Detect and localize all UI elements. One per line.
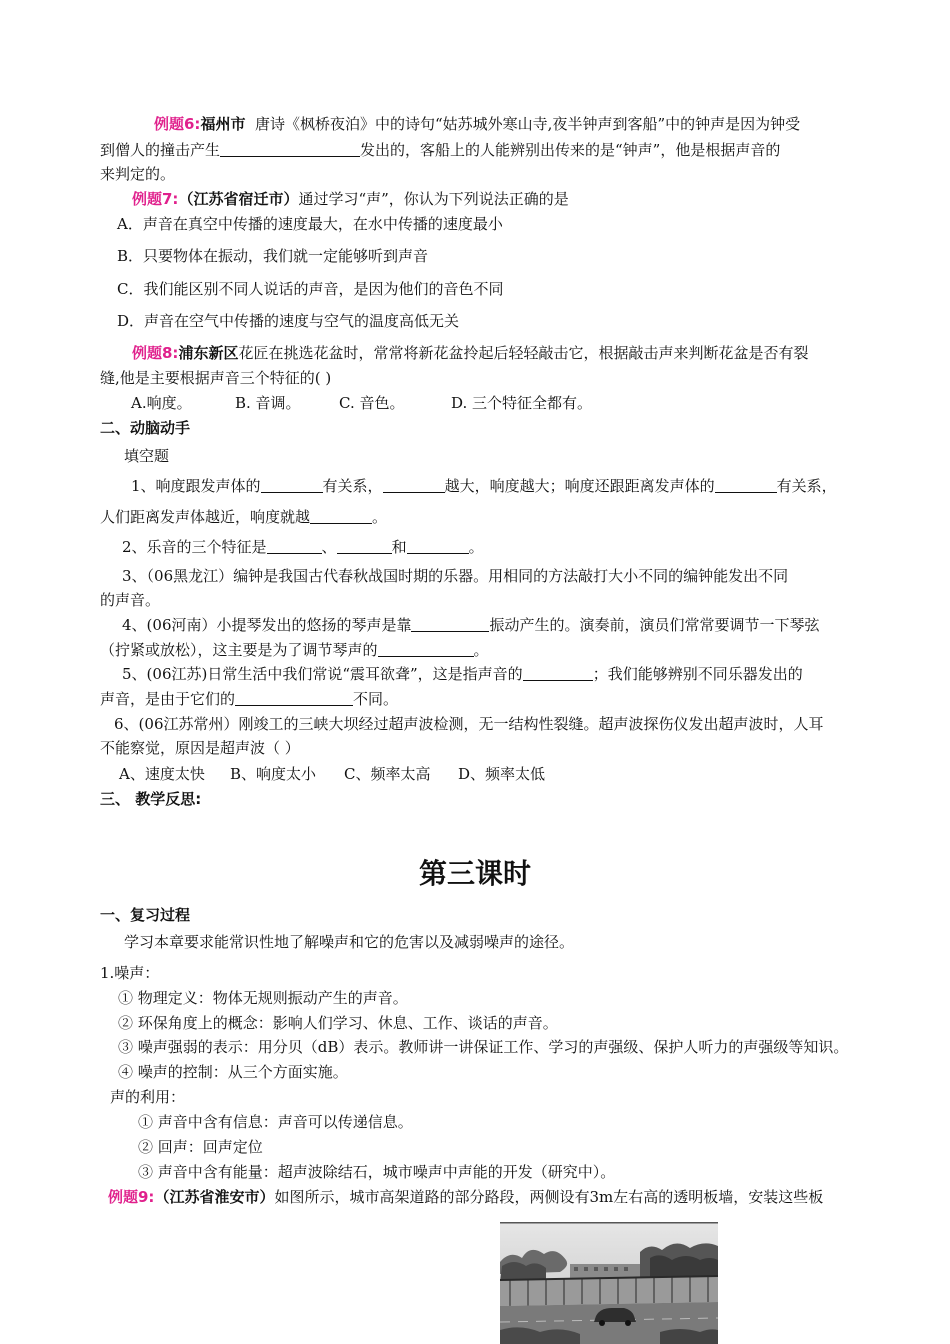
noise-title: 1.噪声： xyxy=(100,964,160,982)
example-7-option-a: A．声音在真空中传播的速度最大，在水中传播的速度最小 xyxy=(117,215,503,233)
question-5-line-1 xyxy=(122,662,850,686)
question-6-option-a: A、速度太快 xyxy=(119,765,205,783)
question-2-text-b: 、 xyxy=(321,538,337,556)
example-8-label: 例题8: xyxy=(132,344,179,362)
example-6-label: 例题6: xyxy=(154,115,201,133)
example-6-line-3 xyxy=(100,162,850,186)
example-6-line-1 xyxy=(100,112,850,136)
noise-item-4: ④ 噪声的控制：从三个方面实施。 xyxy=(118,1063,348,1081)
example-6-source: 福州市 xyxy=(200,115,246,133)
question-5-text-d: 不同。 xyxy=(353,690,399,708)
example-9-source: （江苏省淮安市） xyxy=(154,1188,275,1206)
question-1-text-c: 越大，响度越大；响度还跟距离发声体的 xyxy=(444,477,715,495)
question-5-text-b: ；我们能够辨别不同乐器发出的 xyxy=(592,665,803,683)
question-2-text-d: 。 xyxy=(468,538,484,556)
question-6-options xyxy=(119,762,850,786)
question-1-text-a: 1、响度跟发声体的 xyxy=(131,477,261,495)
question-5-line-2 xyxy=(100,687,850,711)
question-6-line-1: 6、(06江苏常州）刚竣工的三峡大坝经过超声波检测，无一结构性裂缝。超声波探伤仪发出超声波时，人耳 xyxy=(114,715,824,733)
example-6-line-2 xyxy=(100,138,850,162)
example-6-text-3: 来判定的。 xyxy=(100,165,176,183)
example-8-option-b: B. 音调。 xyxy=(235,394,301,412)
example-8-source: 浦东新区 xyxy=(178,344,239,362)
question-1-text-f: 。 xyxy=(372,508,388,526)
question-5-text-c: 声音，是由于它们的 xyxy=(100,690,236,708)
section-2-subtitle: 填空题 xyxy=(124,447,170,465)
question-4-text-a: 4、(06河南）小提琴发出的悠扬的琴声是靠 xyxy=(122,616,412,634)
answer-blank[interactable] xyxy=(261,478,323,493)
sound-use-title: 声的利用： xyxy=(110,1088,186,1106)
example-9-label: 例题9: xyxy=(108,1188,155,1206)
question-1-line-2 xyxy=(100,505,850,529)
sound-use-item-3: ③ 声音中含有能量：超声波除结石，城市噪声中声能的开发（研究中）。 xyxy=(138,1163,616,1181)
sound-use-item-2: ② 回声：回声定位 xyxy=(138,1138,263,1156)
question-2-text-a: 2、乐音的三个特征是 xyxy=(122,538,267,556)
example-8-option-d: D. 三个特征全都有。 xyxy=(451,394,593,412)
question-1-line-1 xyxy=(131,474,850,498)
answer-blank[interactable] xyxy=(383,478,445,493)
question-4-text-d: 。 xyxy=(473,641,489,659)
question-6-option-d: D、频率太低 xyxy=(458,765,546,783)
answer-blank[interactable] xyxy=(411,617,489,632)
answer-blank[interactable] xyxy=(267,539,322,554)
question-3-line-1: 3、（06黑龙江）编钟是我国古代春秋战国时期的乐器。用相同的方法敲打大小不同的编钟能发出不同 xyxy=(122,567,789,585)
example-7-label: 例题7: xyxy=(132,190,179,208)
example-7-stem xyxy=(100,187,850,211)
question-2 xyxy=(122,535,850,559)
example-8-line-1 xyxy=(100,341,850,365)
question-1-text-e: 人们距离发声体越近，响度就越 xyxy=(100,508,311,526)
example-6-text-1: 唐诗《枫桥夜泊》中的诗句“姑苏城外寒山寺,夜半钟声到客船”中的钟声是因为钟受 xyxy=(255,115,801,133)
lesson-3-heading: 第三课时 xyxy=(418,857,531,890)
question-4-text-c: （拧紧或放松），这主要是为了调节琴声的 xyxy=(100,641,378,659)
question-6-line-2: 不能察觉，原因是超声波（ ） xyxy=(100,739,300,757)
answer-blank[interactable] xyxy=(407,539,469,554)
question-3-line-2: 的声音。 xyxy=(100,591,161,609)
section-3-title: 三、 教学反思: xyxy=(100,790,202,808)
question-1-text-b: 有关系， xyxy=(322,477,383,495)
question-4-line-1 xyxy=(122,613,850,637)
elevated-road-photo xyxy=(500,1222,718,1344)
question-1-text-d: 有关系， xyxy=(776,477,837,495)
question-2-text-c: 和 xyxy=(391,538,407,556)
answer-blank[interactable] xyxy=(220,142,360,157)
section-2-title: 二、动脑动手 xyxy=(100,419,191,437)
noise-item-2: ② 环保角度上的概念：影响人们学习、休息、工作、谈话的声音。 xyxy=(118,1014,558,1032)
example-8-line-2: 缝,他是主要根据声音三个特征的( ) xyxy=(100,369,332,387)
noise-item-3: ③ 噪声强弱的表示：用分贝（dB）表示。教师讲一讲保证工作、学习的声强级、保护人听力的声强级等知识。 xyxy=(118,1038,849,1056)
example-6-text-2a: 到僧人的撞击产生 xyxy=(100,141,221,159)
question-4-line-2 xyxy=(100,638,850,662)
example-7-option-b: B．只要物体在振动，我们就一定能够听到声音 xyxy=(117,247,429,265)
answer-blank[interactable] xyxy=(235,691,353,706)
example-9-text-1: 如图所示，城市高架道路的部分路段，两侧设有3m左右高的透明板墙，安装这些板 xyxy=(274,1188,824,1206)
example-8-option-a: A.响度。 xyxy=(131,394,192,412)
answer-blank[interactable] xyxy=(378,642,474,657)
example-7-option-c: C．我们能区别不同人说话的声音，是因为他们的音色不同 xyxy=(117,280,504,298)
answer-blank[interactable] xyxy=(715,478,777,493)
question-5-text-a: 5、(06江苏)日常生活中我们常说“震耳欲聋”，这是指声音的 xyxy=(122,665,523,683)
example-7-option-d: D．声音在空气中传播的速度与空气的温度高低无关 xyxy=(117,312,460,330)
question-6-option-b: B、响度太小 xyxy=(230,765,317,783)
question-6-option-c: C、频率太高 xyxy=(344,765,431,783)
example-8-text-1: 花匠在挑选花盆时，常常将新花盆拎起后轻轻敲击它，根据敲击声来判断花盆是否有裂 xyxy=(238,344,809,362)
sound-use-item-1: ① 声音中含有信息：声音可以传递信息。 xyxy=(138,1113,413,1131)
example-8-option-c: C. 音色。 xyxy=(339,394,405,412)
example-7-question: 通过学习“声”，你认为下列说法正确的是 xyxy=(298,190,569,208)
example-9-line-1 xyxy=(108,1185,855,1209)
answer-blank[interactable] xyxy=(310,509,372,524)
example-6-text-2b: 发出的，客船上的人能辨别出传来的是“钟声”，他是根据声音的 xyxy=(360,141,781,159)
review-intro: 学习本章要求能常识性地了解噪声和它的危害以及减弱噪声的途径。 xyxy=(124,933,575,951)
example-7-source: （江苏省宿迁市） xyxy=(178,190,299,208)
noise-item-1: ① 物理定义：物体无规则振动产生的声音。 xyxy=(118,989,408,1007)
answer-blank[interactable] xyxy=(337,539,392,554)
answer-blank[interactable] xyxy=(523,666,593,681)
review-title: 一、复习过程 xyxy=(100,906,191,924)
example-8-options xyxy=(131,391,850,415)
question-4-text-b: 振动产生的。演奏前，演员们常常要调节一下琴弦 xyxy=(489,616,820,634)
